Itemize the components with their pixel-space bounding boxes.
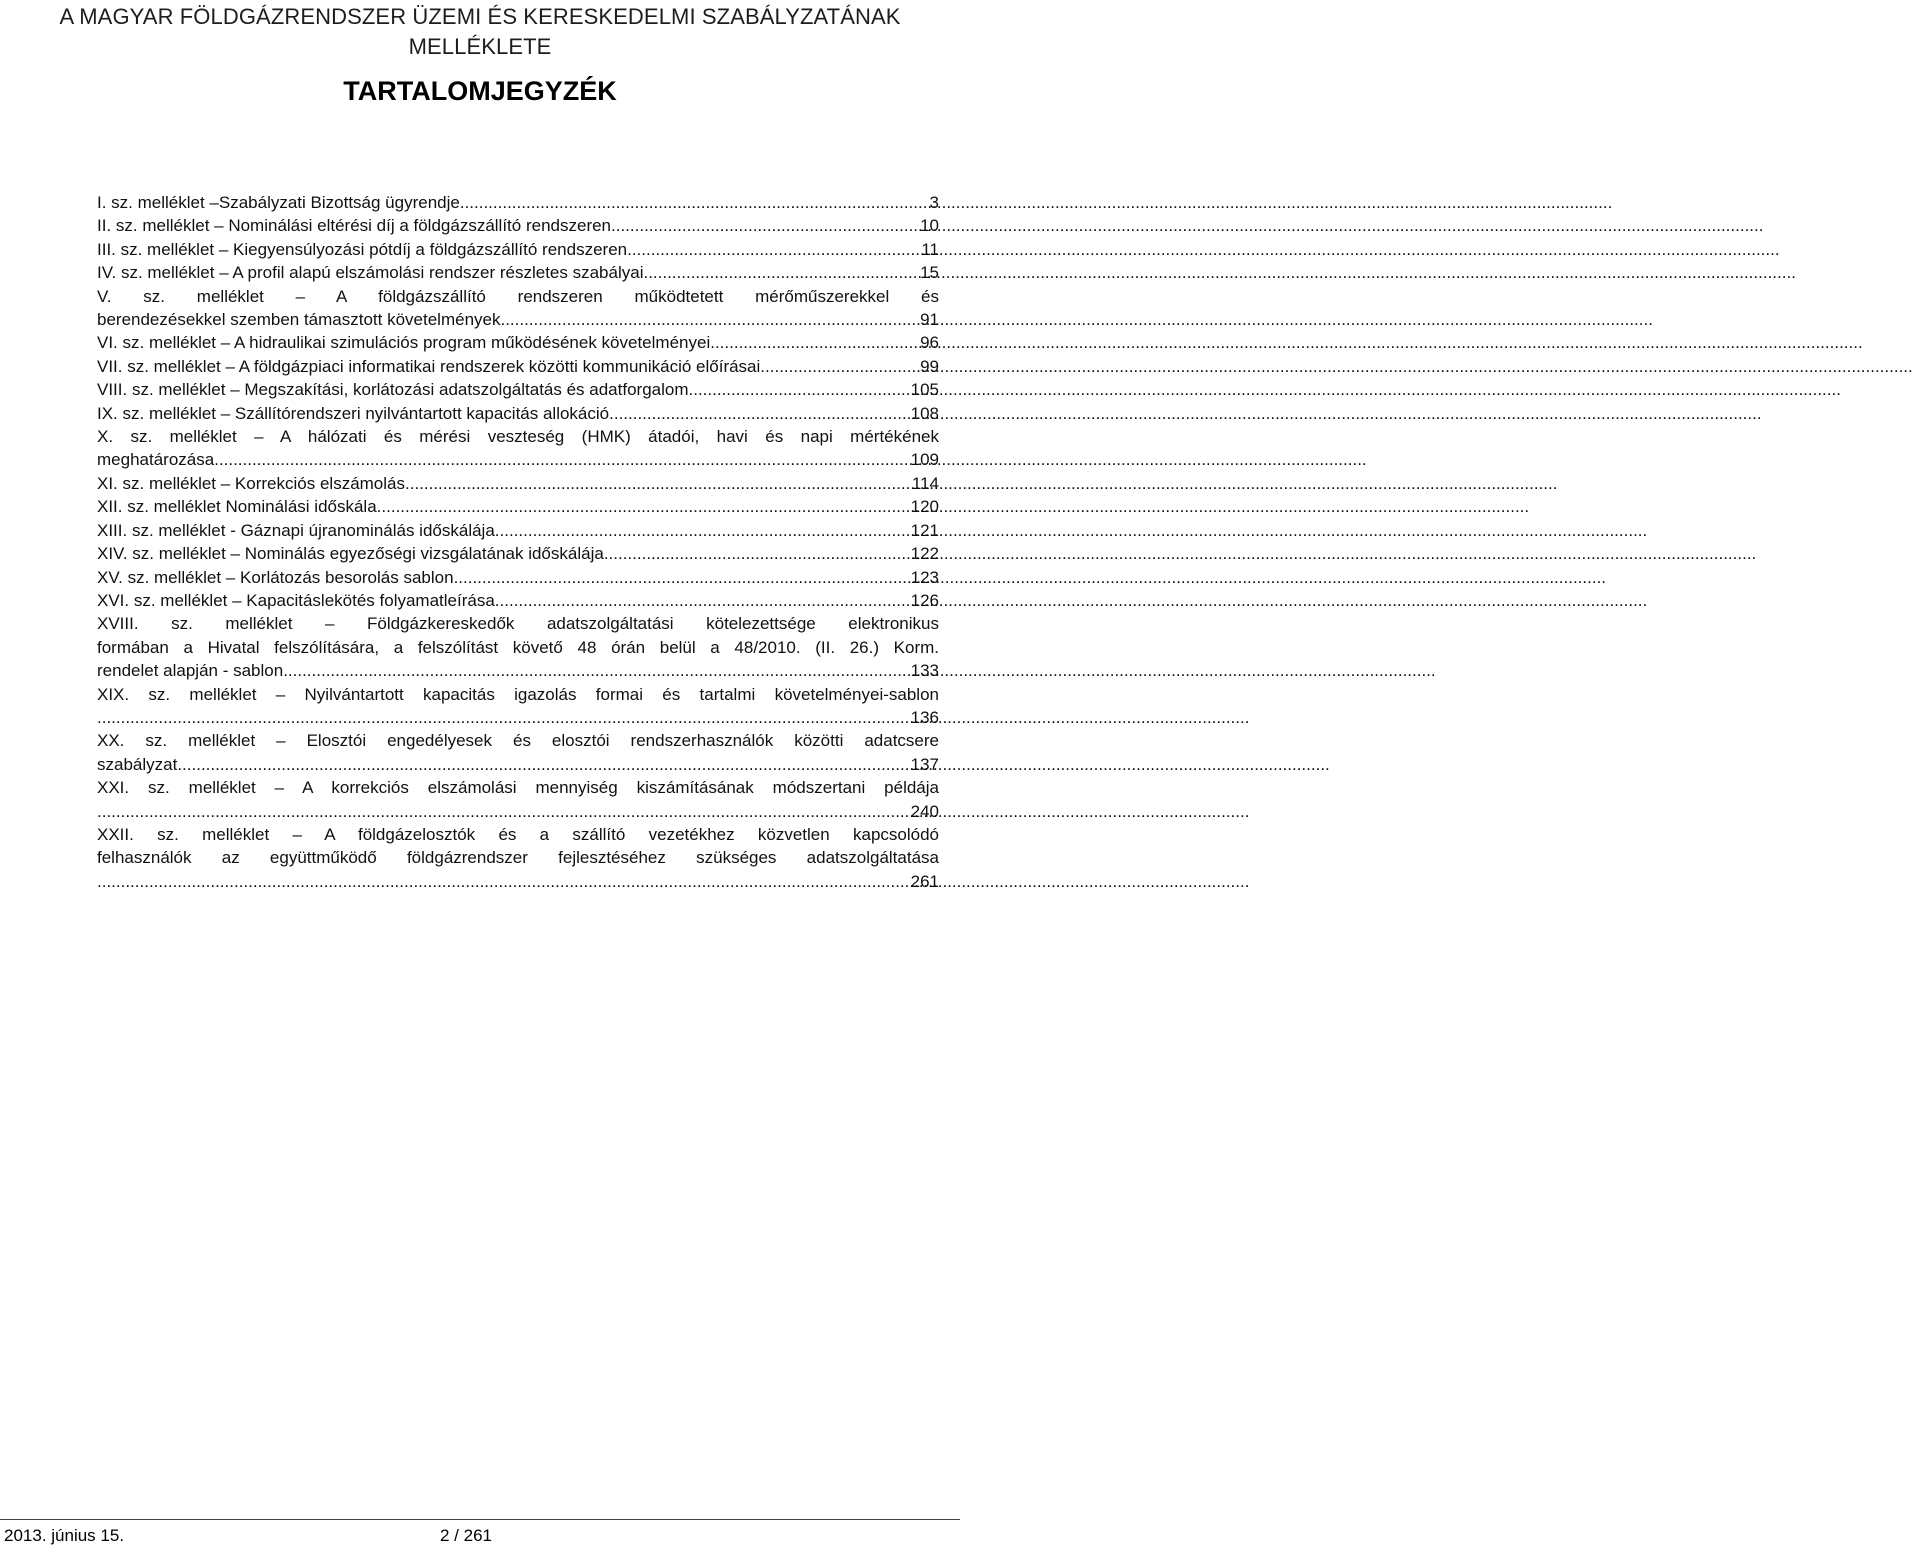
toc-entry-page-number: 11 [921,239,939,259]
toc-entry-title: VIII. sz. melléklet – Megszakítási, korlátozási adatszolgáltatás és adatforgalom [97,380,689,400]
document-header [0,2,960,62]
dot-leader [97,800,909,823]
toc-entry-title: VII. sz. melléklet – A földgázpiaci informatikai rendszerek közötti kommunikáció előírásai [97,356,761,376]
toc-entry-page-number: 121 [910,520,939,540]
dot-leader [405,472,910,495]
toc-entry-title: rendelet alapján - sablon [97,661,284,681]
dot-leader [377,495,909,518]
toc-entry-page-number: 123 [910,567,939,587]
toc-entry-title: XVI. sz. melléklet – Kapacitáslekötés folyamatleírása [97,590,495,610]
toc-entry-title: berendezésekkel szemben támasztott követelmények [97,310,501,330]
dot-leader [627,238,919,261]
page-footer [0,1519,960,1548]
toc-entry-page-number: 261 [910,871,939,891]
dot-leader [495,519,909,542]
toc-entry-page-number: 126 [910,590,939,610]
dot-leader [460,191,928,214]
dot-leader [609,402,909,425]
toc-entry-page-number: 10 [920,216,939,236]
toc-entry-title: VI. sz. melléklet – A hidraulikai szimulációs program működésének követelményei [97,333,711,353]
footer-date: 2013. június 15. [4,1526,125,1545]
dot-leader [97,870,909,893]
toc-entry-title: szabályzat [97,754,178,774]
toc-entry[interactable] [97,238,939,261]
toc-entry-title: XV. sz. melléklet – Korlátozás besorolás sablon [97,567,454,587]
toc-entry-title: XIII. sz. melléklet - Gáznapi újranominálás időskálája [97,520,495,540]
footer-page-number: 2 / 261 [440,1526,492,1545]
toc-entry[interactable] [97,191,939,214]
header-line-1: A MAGYAR FÖLDGÁZRENDSZER ÜZEMI ÉS KERESKEDELMI SZABÁLYZATÁNAK [59,4,901,29]
toc-entry-text-line: XVIII. sz. melléklet – Földgázkereskedők adatszolgáltatási kötelezettsége elektronikus [97,614,939,634]
toc-entry[interactable] [97,495,939,518]
toc-entry-page-number: 133 [910,661,939,681]
dot-leader [500,308,918,331]
toc-title: TARTALOMJEGYZÉK [343,76,617,106]
dot-leader [177,753,908,776]
toc-entry[interactable] [97,823,939,893]
toc-entry[interactable] [97,285,939,332]
toc-entry-page-number: 136 [910,707,939,727]
toc-entry-page-number: 15 [920,263,939,283]
toc-entry-page-number: 137 [910,754,939,774]
toc-entry[interactable] [97,683,939,730]
toc-entry[interactable] [97,519,939,542]
toc-entry-page-number: 120 [910,497,939,517]
toc-entry-text-line: X. sz. melléklet – A hálózati és mérési veszteség (HMK) átadói, havi és napi mértékének [97,427,939,447]
toc-entry-title: IX. sz. melléklet – Szállítórendszeri nyilvántartott kapacitás allokáció [97,403,610,423]
toc-entry-page-number: 240 [910,801,939,821]
dot-leader [760,355,918,378]
toc-entry-title: II. sz. melléklet – Nominálási eltérési díj a földgázszállító rendszeren [97,216,612,236]
toc-entry[interactable] [97,214,939,237]
dot-leader [611,214,918,237]
toc-entry[interactable] [97,566,939,589]
dot-leader [604,542,909,565]
dot-leader [97,706,909,729]
toc-entry-text-line: XXI. sz. melléklet – A korrekciós elszámolási mennyiség kiszámításának módszertani példája [97,778,939,798]
toc-entry[interactable] [97,542,939,565]
toc-entry-text-line: felhasználók az együttműködő földgázrendszer fejlesztéséhez szükséges adatszolgáltatása [97,848,939,868]
dot-leader [214,448,908,471]
table-of-contents [97,191,939,893]
toc-entry-page-number: 108 [910,403,939,423]
toc-entry-title: XI. sz. melléklet – Korrekciós elszámolás [97,473,405,493]
toc-entry[interactable] [97,612,939,682]
toc-entry-page-number: 91 [920,310,939,330]
dot-leader [454,566,909,589]
toc-entry-page-number: 96 [920,333,939,353]
toc-entry-title: XII. sz. melléklet Nominálási időskála [97,497,377,517]
toc-entry[interactable] [97,355,939,378]
dot-leader [689,378,909,401]
toc-entry-text-line: XIX. sz. melléklet – Nyilvántartott kapacitás igazolás formai és tartalmi követelményei-sablon [97,684,939,704]
dot-leader [495,589,909,612]
toc-entry-page-number: 109 [910,450,939,470]
header-line-2: MELLÉKLETE [408,34,552,59]
toc-entry-title: meghatározása [97,450,215,470]
toc-entry[interactable] [97,589,939,612]
dot-leader [643,261,918,284]
toc-entry[interactable] [97,729,939,776]
toc-entry-text-line: XXII. sz. melléklet – A földgázelosztók és a szállító vezetékhez közvetlen kapcsolódó [97,824,939,844]
toc-entry-text-line: XX. sz. melléklet – Elosztói engedélyesek és elosztói rendszerhasználók közötti adatcsere [97,731,939,751]
toc-entry[interactable] [97,472,939,495]
dot-leader [283,659,908,682]
toc-entry-text-line: V. sz. melléklet – A földgázszállító rendszeren működtetett mérőműszerekkel és [97,286,939,306]
toc-entry[interactable] [97,425,939,472]
toc-entry-page-number: 3 [929,193,939,212]
dot-leader [710,331,918,354]
toc-entry-title: III. sz. melléklet – Kiegyensúlyozási pótdíj a földgázszállító rendszeren [97,239,628,259]
toc-entry-page-number: 122 [910,544,939,564]
toc-entry-title: I. sz. melléklet –Szabályzati Bizottság ügyrendje [97,193,460,212]
toc-entry[interactable] [97,261,939,284]
toc-entry-page-number: 105 [910,380,939,400]
toc-entry-page-number: 99 [920,356,939,376]
toc-entry-title: XIV. sz. melléklet – Nominálás egyezőségi vizsgálatának időskálája [97,544,604,564]
toc-entry[interactable] [97,378,939,401]
toc-entry[interactable] [97,402,939,425]
toc-entry-page-number: 114 [911,473,939,493]
toc-entry-title: IV. sz. melléklet – A profil alapú elszámolási rendszer részletes szabályai [97,263,644,283]
toc-entry-text-line: formában a Hivatal felszólítására, a felszólítást követő 48 órán belül a 48/2010. (II. 26.) Korm. [97,637,939,657]
toc-entry[interactable] [97,331,939,354]
toc-entry[interactable] [97,776,939,823]
